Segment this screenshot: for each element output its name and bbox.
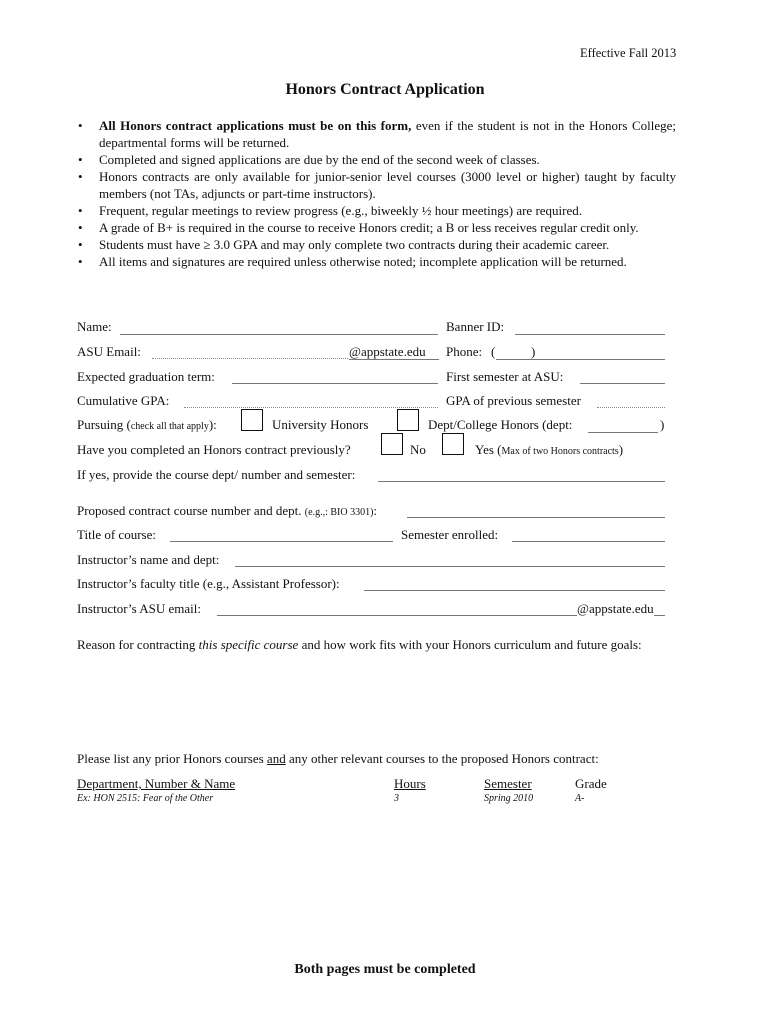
dept-honors-field[interactable] [588, 432, 658, 433]
no-label: No [410, 442, 426, 457]
course-title-label: Title of course: [77, 527, 156, 542]
header-department: Department, Number & Name [77, 776, 236, 791]
previous-gpa-field[interactable] [597, 407, 665, 408]
semester-enrolled-label: Semester enrolled: [401, 527, 499, 542]
university-honors-label: University Honors [272, 417, 369, 432]
example-grade: A- [575, 793, 585, 804]
reason-italic: this specific course [198, 637, 299, 652]
instruction-text: All items and signatures are required unless otherwise noted; incomplete application will be returned. [99, 254, 627, 269]
reason-label [77, 637, 642, 653]
header-hours: Hours [394, 776, 426, 791]
pursuing-post: ): [208, 417, 217, 432]
banner-id-label: Banner ID: [446, 319, 505, 334]
cumulative-gpa-label: Cumulative GPA: [77, 393, 170, 408]
reason-pre: Reason for contracting [77, 637, 199, 652]
previous-contract-label: Have you completed an Honors contract previously? [77, 442, 351, 457]
dept-honors-label: Dept/College Honors (dept: [428, 417, 573, 432]
proposed-course-colon: : [373, 503, 378, 518]
course-title-field[interactable] [170, 541, 393, 542]
if-yes-field[interactable] [378, 481, 665, 482]
header-grade: Grade [575, 776, 607, 791]
proposed-course-text: Proposed contract course number and dept. [77, 503, 302, 518]
instruction-text: Frequent, regular meetings to review progress (e.g., biweekly ½ hour meetings) are required. [99, 203, 583, 218]
instruction-text: A grade of B+ is required in the course to receive Honors credit; a B or less receives regular credit only. [99, 220, 639, 235]
instructor-email-label: Instructor’s ASU email: [77, 601, 201, 616]
first-semester-field[interactable] [580, 383, 665, 384]
previous-contract-yes-checkbox[interactable] [442, 433, 464, 455]
effective-date: Effective Fall 2013 [580, 46, 677, 60]
instructor-name-field[interactable] [235, 566, 665, 567]
instructor-title-field[interactable] [364, 590, 665, 591]
phone-label: Phone: [446, 344, 483, 359]
instruction-bold: All Honors contract applications must be on this form, [99, 118, 412, 133]
banner-id-field[interactable] [515, 334, 665, 335]
example-semester: Spring 2010 [484, 793, 534, 804]
header-semester: Semester [484, 776, 532, 791]
asu-email-label: ASU Email: [77, 344, 141, 359]
pursuing-pre: Pursuing ( [77, 417, 131, 432]
dept-honors-checkbox[interactable] [397, 409, 419, 431]
dept-close-paren: ) [660, 417, 665, 432]
prior-and: and [266, 751, 286, 766]
prior-courses-label [77, 751, 599, 767]
yes-label [475, 442, 623, 458]
if-yes-label: If yes, provide the course dept/ number and semester: [77, 467, 356, 482]
instruction-text: Completed and signed applications are due by the end of the second week of classes. [99, 152, 540, 167]
instruction-item-4 [78, 202, 676, 219]
instructor-email-suffix: @appstate.edu [577, 601, 654, 616]
semester-enrolled-field[interactable] [512, 541, 665, 542]
prior-post: any other relevant courses to the proposed Honors contract: [285, 751, 599, 766]
instruction-item-3 [78, 168, 676, 202]
instruction-text: Honors contracts are only available for junior-senior level courses (3000 level or higher) taught by faculty members (not TAs, adjuncts or part-time instructors). [99, 169, 676, 201]
prior-pre: Please list any prior Honors courses [77, 751, 267, 766]
yes-close: ) [618, 442, 624, 457]
phone-open-paren: ( [491, 344, 496, 359]
yes-text: Yes ( [475, 442, 502, 457]
proposed-course-field[interactable] [407, 517, 665, 518]
reason-response-area[interactable] [77, 660, 667, 740]
pursuing-note: check all that apply [130, 421, 209, 432]
asu-email-suffix: @appstate.edu [349, 344, 426, 359]
previous-gpa-label: GPA of previous semester [446, 393, 581, 408]
example-course: Ex: HON 2515: Fear of the Other [77, 793, 214, 804]
cumulative-gpa-field[interactable] [184, 407, 438, 408]
instructions-list [78, 117, 676, 270]
asu-email-underline [349, 359, 439, 360]
proposed-course-example: (e.g.,: BIO 3301) [304, 507, 374, 518]
prior-courses-area[interactable] [77, 812, 667, 952]
page-title: Honors Contract Application [285, 81, 485, 98]
university-honors-checkbox[interactable] [241, 409, 263, 431]
grad-term-field[interactable] [232, 383, 438, 384]
phone-close-paren: ) [531, 344, 536, 359]
instruction-text: even if the student is not in the Honors College; departmental forms will be returned. [99, 118, 677, 150]
yes-note: Max of two Honors contracts [501, 446, 619, 457]
name-label: Name: [77, 319, 112, 334]
grad-term-label: Expected graduation term: [77, 369, 215, 384]
asu-email-field[interactable] [152, 358, 348, 359]
example-hours: 3 [394, 793, 399, 804]
instruction-item-7 [78, 253, 676, 270]
reason-post: and how work fits with your Honors curriculum and future goals: [298, 637, 642, 652]
previous-contract-no-checkbox[interactable] [381, 433, 403, 455]
instruction-item-6 [78, 236, 676, 253]
footer-note: Both pages must be completed [294, 962, 476, 977]
instruction-item-2 [78, 151, 676, 168]
instruction-item-5 [78, 219, 676, 236]
pursuing-label [77, 417, 217, 433]
phone-field[interactable] [496, 359, 665, 360]
instructor-name-label: Instructor’s name and dept: [77, 552, 220, 567]
proposed-course-label [77, 503, 377, 519]
instruction-item-1 [78, 117, 676, 151]
name-field[interactable] [120, 334, 438, 335]
first-semester-label: First semester at ASU: [446, 369, 564, 384]
instructor-title-label: Instructor’s faculty title (e.g., Assistant Professor): [77, 576, 340, 591]
instruction-text: Students must have ≥ 3.0 GPA and may only complete two contracts during their academic career. [99, 237, 610, 252]
